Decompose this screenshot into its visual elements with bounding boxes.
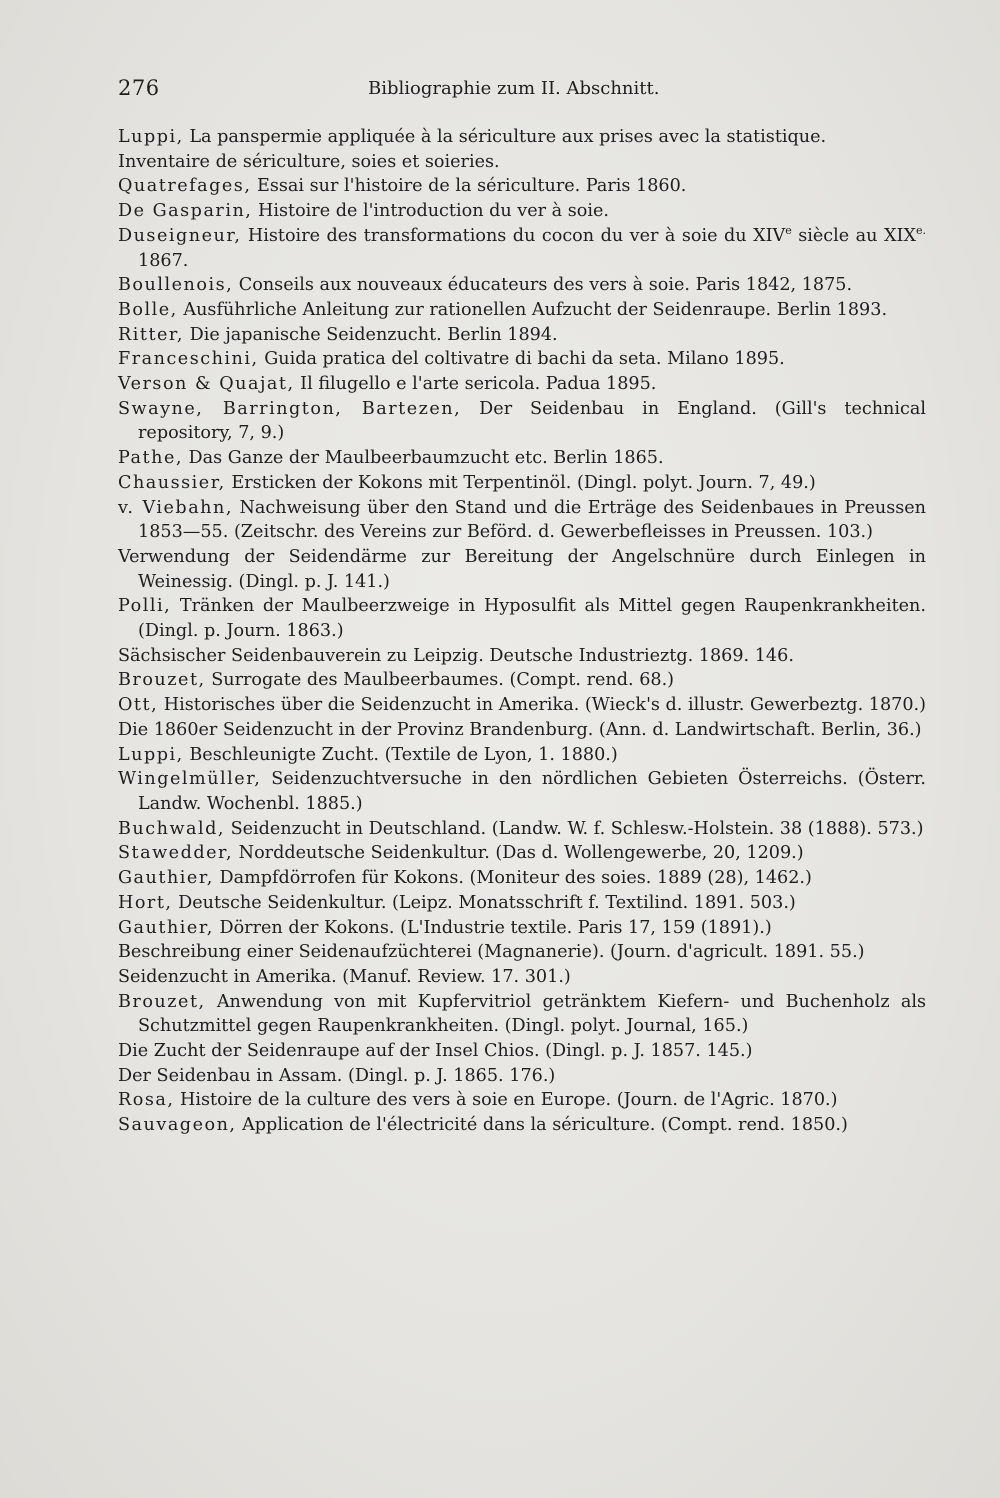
entry-text: Beschleunigte Zucht. (Textile de Lyon, 1. 1880.) xyxy=(183,744,618,765)
entry-text: Dampfdörrofen für Kokons. (Moniteur des soies. 1889 (28), 1462.) xyxy=(213,868,812,889)
bibliography-entry xyxy=(118,372,926,397)
entry-text: Seidenzucht in Amerika. (Manuf. Review. 17. 301.) xyxy=(118,966,571,987)
entry-text: Ersticken der Kokons mit Terpentinöl. (Dingl. polyt. Journ. 7, 49.) xyxy=(225,472,816,493)
bibliography-entry xyxy=(118,644,926,669)
bibliography-entry xyxy=(118,1088,926,1113)
bibliography-entry xyxy=(118,817,926,842)
bibliography-entry xyxy=(118,397,926,446)
entry-text: Das Ganze der Maulbeerbaumzucht etc. Berlin 1865. xyxy=(182,448,664,469)
bibliography-entry xyxy=(118,841,926,866)
entry-author: v. Viebahn, xyxy=(118,497,233,518)
entry-author: Buchwald, xyxy=(118,818,225,839)
entry-text: Conseils aux nouveaux éducateurs des vers à soie. Paris 1842, 1875. xyxy=(233,275,853,296)
bibliography-entry xyxy=(118,990,926,1039)
entry-text: Seidenzucht in Deutschland. (Landw. W. f. Schlesw.-Holstein. 38 (1888). 573.) xyxy=(224,818,924,839)
bibliography-entry xyxy=(118,965,926,990)
entry-text: Application de l'électricité dans la sériculture. (Compt. rend. 1850.) xyxy=(236,1115,848,1136)
bibliography-entry xyxy=(118,323,926,348)
page-header xyxy=(118,76,918,106)
entry-text: Die 1860er Seidenzucht in der Provinz Brandenburg. (Ann. d. Landwirtschaft. Berlin, 36.) xyxy=(118,719,922,740)
entry-text: Die japanische Seidenzucht. Berlin 1894. xyxy=(184,324,558,345)
entry-text: Anwendung von mit Kupfervitriol getränktem Kiefern- und Buchenholz als Schutzmittel gegen Raupenkrankheiten. (Dingl. polyt. Journal, 165.) xyxy=(138,991,926,1037)
entry-author: Bolle, xyxy=(118,299,178,320)
entry-author: Boullenois, xyxy=(118,275,234,296)
entry-text: Sächsischer Seidenbauverein zu Leipzig. Deutsche Industrieztg. 1869. 146. xyxy=(118,645,794,666)
entry-text: Surrogate des Maulbeerbaumes. (Compt. rend. 68.) xyxy=(205,670,675,691)
entry-author: Duseigneur, xyxy=(118,225,242,246)
entry-author: Ott, xyxy=(118,695,159,716)
bibliography-entry xyxy=(118,668,926,693)
entry-text: siècle au XIX xyxy=(791,225,916,246)
entry-text: Il filugello e l'arte sericola. Padua 1895. xyxy=(294,374,657,395)
bibliography-entry xyxy=(118,545,926,594)
entry-text: Beschreibung einer Seidenaufzüchterei (Magnanerie). (Journ. d'agricult. 1891. 55.) xyxy=(118,942,865,963)
entry-superscript: e. xyxy=(915,223,926,237)
entry-text: Norddeutsche Seidenkultur. (Das d. Wollengewerbe, 20, 1209.) xyxy=(233,843,804,864)
bibliography-entry xyxy=(118,496,926,545)
bibliography-entry xyxy=(118,1064,926,1089)
bibliography-entry xyxy=(118,199,926,224)
entry-text: Seidenzuchtversuche in den nördlichen Gebieten Österreichs. (Österr. Landw. Wochenbl. 1885.) xyxy=(138,769,926,814)
bibliography-entry xyxy=(118,916,926,941)
entry-author: Hort, xyxy=(118,892,173,913)
entry-author: Pathe, xyxy=(118,448,183,469)
entry-author: Wingelmüller, xyxy=(118,769,262,790)
entry-author: Franceschini, xyxy=(118,349,259,370)
entry-author: Brouzet, xyxy=(118,991,206,1012)
entry-text: Essai sur l'histoire de la sériculture. Paris 1860. xyxy=(251,176,687,197)
entry-author: Swayne, Barrington, Bartezen, xyxy=(118,398,462,419)
bibliography-list xyxy=(118,125,926,1138)
entry-author: Gauthier, xyxy=(118,917,214,938)
entry-author: Brouzet, xyxy=(118,670,206,691)
bibliography-entry xyxy=(118,940,926,965)
entry-text: Der Seidenbau in England. (Gill's technical repository, 7, 9.) xyxy=(138,398,926,444)
bibliography-entry xyxy=(118,471,926,496)
bibliography-entry xyxy=(118,743,926,768)
bibliography-entry xyxy=(118,594,926,643)
bibliography-entry xyxy=(118,224,926,273)
entry-text: Histoire de l'introduction du ver à soie. xyxy=(252,201,609,222)
entry-author: Luppi, xyxy=(118,127,184,147)
entry-author: Luppi, xyxy=(118,744,184,765)
entry-author: Stawedder, xyxy=(118,843,234,864)
entry-text: Guida pratica del coltivatre di bachi da seta. Milano 1895. xyxy=(258,349,785,370)
entry-text: Nachweisung über den Stand und die Erträge des Seidenbaues in Preussen 1853—55. (Zeitschr. des Vereins zur Beförd. d. Gewerbefleisses in Preussen. 103.) xyxy=(138,497,926,543)
entry-author: Gauthier, xyxy=(118,868,214,889)
entry-text: Tränken der Maulbeerzweige in Hyposulfit als Mittel gegen Raupenkrankheiten. (Dingl. p. Journ. 1863.) xyxy=(138,596,926,642)
bibliography-entry xyxy=(118,767,926,816)
entry-author: Sauvageon, xyxy=(118,1115,237,1136)
bibliography-entry xyxy=(118,150,926,175)
entry-author: Rosa, xyxy=(118,1090,175,1111)
entry-author: Verson & Quajat, xyxy=(118,374,295,395)
entry-text: Verwendung der Seidendärme zur Bereitung der Angelschnüre durch Einlegen in Weinessig. (Dingl. p. J. 141.) xyxy=(118,546,926,592)
page-number: 276 xyxy=(118,76,160,100)
entry-text: Dörren der Kokons. (L'Industrie textile. Paris 17, 159 (1891).) xyxy=(213,917,772,938)
entry-text: Histoire des transformations du cocon du ver à soie du XIV xyxy=(241,225,786,246)
bibliography-entry xyxy=(118,273,926,298)
entry-author: Ritter, xyxy=(118,324,184,345)
entry-text: La panspermie appliquée à la sériculture aux prises avec la statistique. xyxy=(183,127,827,147)
entry-superscript: e xyxy=(785,223,792,237)
entry-text: Histoire de la culture des vers à soie en Europe. (Journ. de l'Agric. 1870.) xyxy=(174,1090,838,1111)
entry-text: Ausführliche Anleitung zur rationellen Aufzucht der Seidenraupe. Berlin 1893. xyxy=(177,299,888,320)
entry-text: Historisches über die Seidenzucht in Amerika. (Wieck's d. illustr. Gewerbeztg. 1870.) xyxy=(158,695,926,716)
running-title: Bibliographie zum II. Abschnitt. xyxy=(368,78,660,99)
entry-author: Quatrefages, xyxy=(118,176,252,197)
bibliography-entry xyxy=(118,866,926,891)
bibliography-entry xyxy=(118,1039,926,1064)
bibliography-entry xyxy=(118,693,926,718)
entry-text: Die Zucht der Seidenraupe auf der Insel Chios. (Dingl. p. J. 1857. 145.) xyxy=(118,1041,753,1062)
bibliography-entry xyxy=(118,347,926,372)
bibliography-entry xyxy=(118,891,926,916)
bibliography-entry xyxy=(118,125,926,150)
entry-text: Deutsche Seidenkultur. (Leipz. Monatsschrift f. Textilind. 1891. 503.) xyxy=(172,892,796,913)
bibliography-entry xyxy=(118,1113,926,1138)
bibliography-entry xyxy=(118,298,926,323)
entry-text: 1867. xyxy=(138,250,189,271)
entry-author: De Gasparin, xyxy=(118,201,253,222)
bibliography-entry xyxy=(118,174,926,199)
entry-author: Polli, xyxy=(118,596,172,617)
entry-text: Der Seidenbau in Assam. (Dingl. p. J. 1865. 176.) xyxy=(118,1065,556,1086)
entry-author: Chaussier, xyxy=(118,472,226,493)
bibliography-entry xyxy=(118,718,926,743)
entry-text: Inventaire de sériculture, soies et soieries. xyxy=(118,151,500,172)
bibliography-entry xyxy=(118,446,926,471)
